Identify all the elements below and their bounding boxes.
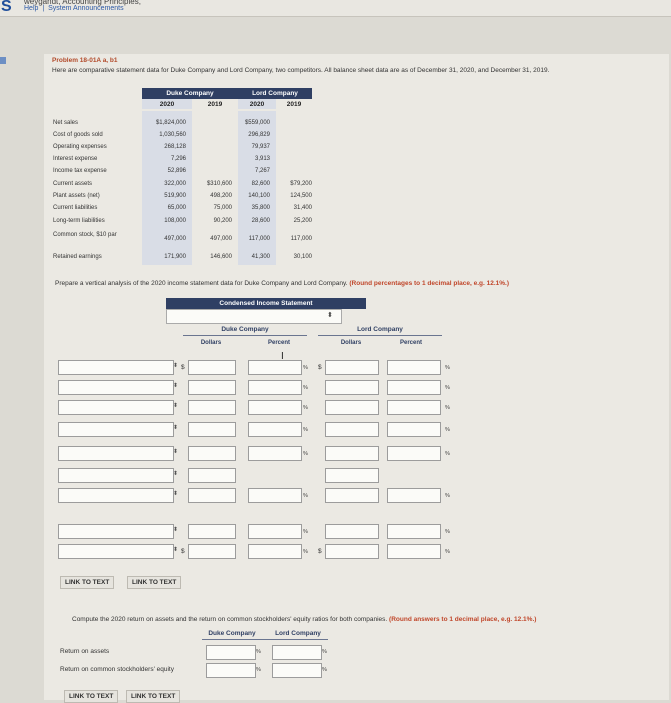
problem-title: Problem 18-01A a, b1	[52, 57, 118, 64]
percent-sign: %	[256, 667, 261, 673]
row-label: Net sales	[53, 120, 79, 126]
duke-dollars-input[interactable]	[188, 468, 236, 483]
duke-year-2020: 2020	[159, 101, 175, 108]
table-cell: 90,200	[213, 218, 232, 224]
table-cell: 31,400	[293, 205, 312, 211]
percent-sign: %	[303, 365, 308, 371]
duke-year-2019: 2019	[207, 101, 223, 108]
table-cell: 65,000	[167, 205, 186, 211]
line-item-dropdown[interactable]	[58, 544, 174, 559]
row-label: Operating expenses	[53, 144, 107, 150]
percent-sign: %	[445, 405, 450, 411]
lord-percent-input[interactable]	[387, 544, 441, 559]
lord-year-2019: 2019	[286, 101, 302, 108]
table-cell: 117,000	[290, 236, 312, 242]
percent-sign: %	[322, 649, 327, 655]
dropdown-arrow-icon: ⬍	[173, 363, 179, 369]
header-rule	[202, 639, 328, 640]
table-cell: 35,800	[251, 205, 270, 211]
top-bar	[0, 0, 671, 17]
line-item-dropdown[interactable]	[58, 380, 174, 395]
link-to-text-button[interactable]: LINK TO TEXT	[60, 576, 114, 589]
dropdown-arrow-icon: ⬍	[173, 383, 179, 389]
dollar-sign: $	[181, 548, 185, 555]
line-item-dropdown[interactable]	[58, 488, 174, 503]
lord-company-header: Lord Company	[238, 88, 312, 99]
lord-dollars-input[interactable]	[325, 422, 379, 437]
dollar-sign: $	[318, 548, 322, 555]
ratio-lord-header: Lord Company	[275, 630, 321, 637]
duke-percent-input[interactable]	[248, 488, 302, 503]
duke-percent-input[interactable]	[248, 380, 302, 395]
table-cell: $559,000	[244, 120, 270, 126]
dollar-sign: $	[318, 364, 322, 371]
table-cell: 268,128	[164, 144, 186, 150]
system-announcements-link[interactable]: System Announcements	[48, 5, 124, 12]
table-cell: $1,824,000	[155, 120, 186, 126]
lord-dollars-input[interactable]	[325, 468, 379, 483]
percent-sign: %	[303, 385, 308, 391]
ratio-duke-header: Duke Company	[208, 630, 256, 637]
dropdown-arrow-icon: ⬍	[173, 527, 179, 533]
table-cell: $310,600	[206, 181, 232, 187]
line-item-dropdown[interactable]	[58, 524, 174, 539]
dropdown-arrow-icon: ⬍	[173, 449, 179, 455]
line-item-dropdown[interactable]	[58, 446, 174, 461]
duke-dollars-input[interactable]	[188, 524, 236, 539]
duke-dollars-input[interactable]	[188, 400, 236, 415]
dropdown-arrow-icon: ⬍	[173, 471, 179, 477]
duke-company-header: Duke Company	[142, 88, 238, 99]
link-to-text-button[interactable]: LINK TO TEXT	[127, 576, 181, 589]
duke-dollars-header: Dollars	[200, 340, 222, 346]
table-cell: 498,200	[210, 193, 232, 199]
percent-sign: %	[303, 549, 308, 555]
table-cell: 7,267	[254, 168, 270, 174]
table-cell: 171,900	[164, 254, 186, 260]
dollar-sign: $	[181, 364, 185, 371]
percent-sign: %	[303, 405, 308, 411]
row-label: Current liabilities	[53, 205, 98, 211]
lord-percent-input[interactable]	[387, 524, 441, 539]
lord-dollars-input[interactable]	[325, 400, 379, 415]
table-cell: 140,100	[248, 193, 270, 199]
duke-percent-input[interactable]	[248, 360, 302, 375]
duke-dollars-input[interactable]	[188, 446, 236, 461]
table-cell: 30,100	[293, 254, 312, 260]
header-rule	[183, 335, 307, 336]
row-label: Interest expense	[53, 156, 98, 162]
duke-percent-input[interactable]	[248, 446, 302, 461]
row-label: Retained earnings	[53, 254, 102, 260]
lord-company-column-header: Lord Company	[357, 326, 403, 333]
table-cell: 108,000	[164, 218, 186, 224]
question-panel	[44, 54, 669, 700]
dropdown-arrow-icon: ⬍	[173, 425, 179, 431]
lord-percent-header: Percent	[399, 340, 422, 346]
percent-sign: %	[256, 649, 261, 655]
table-cell: $79,200	[290, 181, 312, 187]
ratio-instruction	[72, 616, 536, 623]
table-cell: 75,000	[213, 205, 232, 211]
link-to-text-button[interactable]: LINK TO TEXT	[64, 690, 118, 703]
return-on-equity-label: Return on common stockholders' equity	[60, 666, 174, 673]
table-cell: 519,900	[164, 193, 186, 199]
table-cell: 146,600	[210, 254, 232, 260]
help-link[interactable]: Help	[24, 5, 39, 12]
lord-percent-input[interactable]	[387, 400, 441, 415]
row-label: Plant assets (net)	[53, 193, 100, 199]
line-item-dropdown[interactable]	[58, 468, 174, 483]
link-to-text-button[interactable]: LINK TO TEXT	[126, 690, 180, 703]
table-cell: 3,913	[254, 156, 270, 162]
lord-roe-input[interactable]	[272, 663, 322, 678]
lord-dollars-input[interactable]	[325, 488, 379, 503]
table-cell: 322,000	[164, 181, 186, 187]
lord-dollars-input[interactable]	[325, 360, 379, 375]
lord-year-2020: 2020	[249, 101, 265, 108]
lord-dollars-input[interactable]	[325, 544, 379, 559]
percent-sign: %	[322, 667, 327, 673]
percent-sign: %	[445, 451, 450, 457]
lord-percent-input[interactable]	[387, 446, 441, 461]
condensed-income-statement-title: Condensed Income Statement	[166, 298, 366, 309]
line-item-dropdown[interactable]	[58, 422, 174, 437]
table-cell: 7,296	[170, 156, 186, 162]
dropdown-arrow-icon: ⬍	[327, 312, 333, 319]
percent-sign: %	[445, 385, 450, 391]
ratio-instruction-text: Compute the 2020 return on assets and the return on common stockholders' equity ratios for both companies.	[72, 616, 388, 623]
ratio-rounding-note: (Round answers to 1 decimal place, e.g. 12.1%.)	[389, 616, 537, 623]
return-on-assets-label: Return on assets	[60, 648, 110, 655]
problem-text: Here are comparative statement data for Duke Company and Lord Company, two competitors. All balance sheet data are as of December 31, 2020, and December 31, 2019.	[52, 67, 550, 74]
lord-dollars-input[interactable]	[325, 524, 379, 539]
dropdown-arrow-icon: ⬍	[173, 403, 179, 409]
course-title: weygandt, Accounting Principles,	[24, 0, 141, 6]
table-cell: 28,600	[251, 218, 270, 224]
help-separator: |	[42, 5, 45, 12]
header-rule	[318, 335, 442, 336]
lord-percent-input[interactable]	[387, 360, 441, 375]
statement-heading-dropdown[interactable]	[166, 309, 342, 324]
table-cell: 124,500	[290, 193, 312, 199]
vertical-instruction	[55, 280, 509, 287]
help-bar	[24, 5, 126, 12]
percent-sign: %	[303, 451, 308, 457]
duke-percent-header: Percent	[267, 340, 290, 346]
row-label: Cost of goods sold	[53, 132, 103, 138]
percent-sign: %	[445, 549, 450, 555]
row-label: Current assets	[53, 181, 93, 187]
text-cursor-icon: I	[281, 351, 284, 362]
percent-sign: %	[445, 529, 450, 535]
duke-dollars-input[interactable]	[188, 488, 236, 503]
wiley-logo-icon: S	[1, 0, 12, 15]
lord-percent-input[interactable]	[387, 380, 441, 395]
table-cell: 41,300	[251, 254, 270, 260]
duke-percent-input[interactable]	[248, 422, 302, 437]
table-cell: 296,829	[248, 132, 270, 138]
table-cell: 79,937	[251, 144, 270, 150]
table-cell: 82,600	[251, 181, 270, 187]
row-label: Income tax expense	[53, 168, 107, 174]
row-label: Long-term liabilities	[53, 218, 105, 224]
duke-company-column-header: Duke Company	[221, 326, 269, 333]
percent-sign: %	[303, 427, 308, 433]
duke-percent-input[interactable]	[248, 524, 302, 539]
table-cell: 1,030,560	[159, 132, 186, 138]
row-label: Common stock, $10 par	[53, 232, 117, 238]
vertical-instruction-text: Prepare a vertical analysis of the 2020 income statement data for Duke Company and Lord Company.	[55, 280, 348, 287]
table-cell: 497,000	[210, 236, 232, 242]
percent-sign: %	[445, 493, 450, 499]
duke-percent-input[interactable]	[248, 400, 302, 415]
duke-dollars-input[interactable]	[188, 360, 236, 375]
lord-roa-input[interactable]	[272, 645, 322, 660]
line-item-dropdown[interactable]	[58, 360, 174, 375]
percent-sign: %	[445, 365, 450, 371]
duke-dollars-input[interactable]	[188, 544, 236, 559]
duke-roa-input[interactable]	[206, 645, 256, 660]
duke-roe-input[interactable]	[206, 663, 256, 678]
lord-dollars-header: Dollars	[340, 340, 362, 346]
table-cell: 52,896	[167, 168, 186, 174]
dropdown-arrow-icon: ⬍	[173, 547, 179, 553]
lord-dollars-input[interactable]	[325, 380, 379, 395]
vertical-rounding-note: (Round percentages to 1 decimal place, e.g. 12.1%.)	[349, 280, 510, 287]
side-marker	[0, 57, 6, 64]
percent-sign: %	[303, 529, 308, 535]
table-cell: 25,200	[293, 218, 312, 224]
lord-percent-input[interactable]	[387, 488, 441, 503]
duke-percent-input[interactable]	[248, 544, 302, 559]
table-cell: 497,000	[164, 236, 186, 242]
lord-dollars-input[interactable]	[325, 446, 379, 461]
percent-sign: %	[303, 493, 308, 499]
lord-percent-input[interactable]	[387, 422, 441, 437]
percent-sign: %	[445, 427, 450, 433]
line-item-dropdown[interactable]	[58, 400, 174, 415]
duke-dollars-input[interactable]	[188, 422, 236, 437]
duke-dollars-input[interactable]	[188, 380, 236, 395]
table-cell: 117,000	[248, 236, 270, 242]
dropdown-arrow-icon: ⬍	[173, 491, 179, 497]
